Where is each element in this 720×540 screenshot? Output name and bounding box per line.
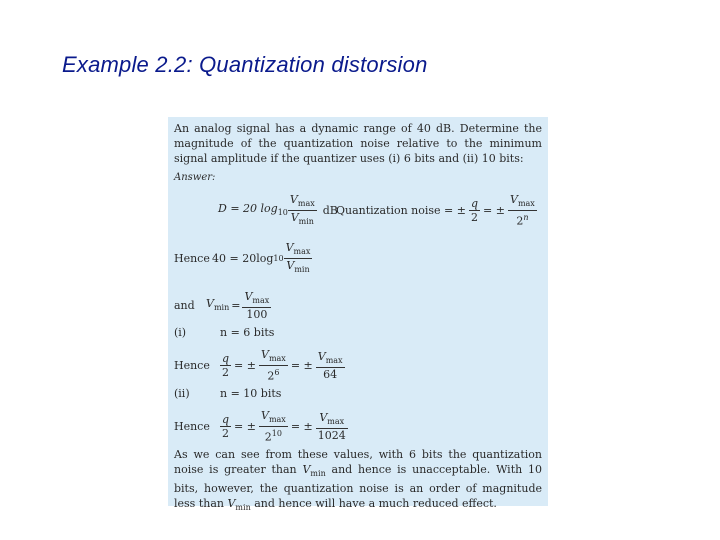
dynamic-range-equation: D = 20 $\log_{10}$ $\frac{V_{max}}{V_{min}}$ dB <box>218 193 338 227</box>
hence-dynamic-range: Hence 40 = 20log 10 $\frac{V_{max}}{V_{min}}$ <box>174 241 311 275</box>
case-10-bits-equation: Hence $\frac{q}{2}$ = ± $\frac{V_{max}}{2^{10}}$ = ± $\frac{V_{max}}{1024}$ <box>174 409 346 444</box>
case-6-bits-equation: Hence $\frac{q}{2}$ = ± $\frac{V_{max}}{2^6}$ = ± $\frac{V_{max}}{64}$ <box>174 348 343 383</box>
slide-title: Example 2.2: Quantization distorsion <box>62 52 428 77</box>
quantization-noise-equation: Quantization noise = ± $\frac{q}{2}$ = ± $\frac{V_{max}}{2^n}$ <box>336 193 535 228</box>
conclusion-paragraph: As we can see from these values, with 6 bits the quantization noise is greater than $V_{min}$ and hence is unacceptable. With 10 bits, however, the quantization noise is an order of magnitude less than $V_{min}$ and hence will have a much reduced effect. <box>174 448 543 513</box>
answer-label: Answer: <box>174 172 216 183</box>
vmin-equation: and $V_{min}$ = $\frac{V_{max}}{100}$ <box>174 290 270 322</box>
case-6-bits-label: (i) n = 6 bits <box>174 326 275 339</box>
example-panel <box>168 117 548 513</box>
problem-statement: An analog signal has a dynamic range of 40 dB. Determine the magnitude of the quantization noise relative to the minimum signal amplitude if the quantizer uses (i) 6 bits and (ii) 10 bits: <box>174 122 542 165</box>
case-10-bits-label: (ii) n = 10 bits <box>174 387 282 400</box>
